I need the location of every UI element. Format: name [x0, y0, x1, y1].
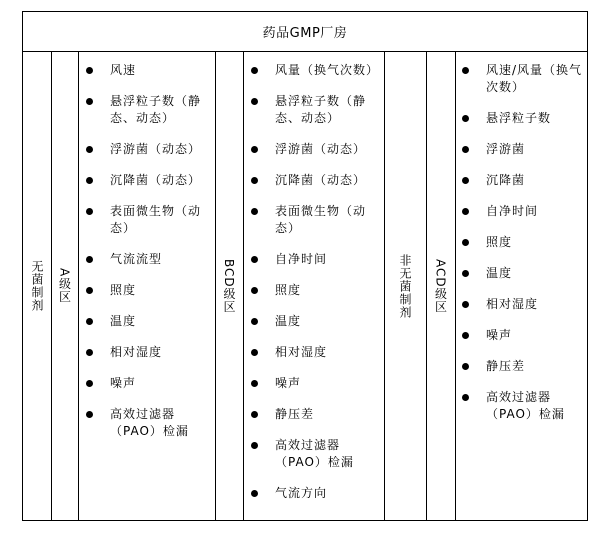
bullet-icon — [462, 146, 469, 153]
bullet-icon — [86, 349, 93, 356]
bullet-icon — [86, 411, 93, 418]
list-item — [248, 93, 381, 127]
list-item — [459, 265, 587, 282]
list-item-text: 温度 — [275, 314, 302, 328]
list-item — [248, 251, 381, 268]
zone-acd — [426, 52, 455, 520]
bullet-icon — [251, 318, 258, 325]
zone-a-item-list — [83, 62, 211, 454]
zone-bcd-item-list — [248, 62, 381, 516]
list-item-text: 温度 — [486, 266, 513, 280]
list-item-text: 浮游菌（动态） — [275, 142, 367, 156]
list-item — [83, 62, 211, 79]
zone-bcd-label: BCD级区 — [222, 258, 236, 314]
list-item-text: 悬浮粒子数 — [486, 111, 552, 125]
list-item — [83, 93, 211, 127]
list-item-text: 气流方向 — [275, 486, 328, 500]
list-item — [459, 234, 587, 251]
list-item-text: 照度 — [486, 235, 513, 249]
list-item — [248, 313, 381, 330]
bullet-icon — [462, 239, 469, 246]
list-item — [459, 110, 587, 127]
table-title: 药品GMP厂房 — [23, 12, 587, 52]
bullet-icon — [251, 442, 258, 449]
bullet-icon — [251, 287, 258, 294]
list-item — [248, 437, 381, 471]
list-item — [248, 344, 381, 361]
bullet-icon — [86, 380, 93, 387]
bullet-icon — [462, 332, 469, 339]
bullet-icon — [86, 67, 93, 74]
bullet-icon — [462, 208, 469, 215]
list-item — [83, 375, 211, 392]
list-item — [459, 389, 587, 423]
bullet-icon — [251, 490, 258, 497]
bullet-icon — [462, 363, 469, 370]
list-item — [459, 62, 587, 96]
bullet-icon — [86, 146, 93, 153]
list-item-text: 自净时间 — [275, 252, 328, 266]
category-non-sterile — [384, 52, 426, 520]
zone-a — [51, 52, 78, 520]
list-item-text: 沉降菌（动态） — [275, 173, 367, 187]
list-item-text: 静压差 — [486, 359, 526, 373]
bullet-icon — [251, 411, 258, 418]
list-item-text: 浮游菌 — [486, 142, 526, 156]
list-item — [83, 344, 211, 361]
bullet-icon — [462, 67, 469, 74]
list-item — [248, 406, 381, 423]
list-item-text: 悬浮粒子数（静态、动态） — [275, 94, 367, 125]
bullet-icon — [251, 380, 258, 387]
list-item-text: 静压差 — [275, 407, 315, 421]
list-item-text: 自净时间 — [486, 204, 539, 218]
bullet-icon — [86, 318, 93, 325]
list-item — [248, 141, 381, 158]
list-item — [248, 485, 381, 502]
category-sterile-label: 无菌制剂 — [30, 260, 44, 312]
list-item-text: 噪声 — [110, 376, 137, 390]
list-item — [248, 375, 381, 392]
list-item-text: 悬浮粒子数（静态、动态） — [110, 94, 202, 125]
bullet-icon — [462, 177, 469, 184]
list-item — [83, 282, 211, 299]
bullet-icon — [251, 177, 258, 184]
list-item-text: 照度 — [275, 283, 302, 297]
column-divider — [78, 52, 79, 520]
list-item — [83, 313, 211, 330]
list-item-text: 沉降菌 — [486, 173, 526, 187]
list-item — [459, 296, 587, 313]
list-item-text: 表面微生物（动态） — [110, 204, 202, 235]
list-item-text: 照度 — [110, 283, 137, 297]
list-item-text: 噪声 — [275, 376, 302, 390]
category-non-sterile-label: 非无菌制剂 — [398, 253, 412, 319]
list-item — [83, 141, 211, 158]
list-item — [83, 251, 211, 268]
list-item-text: 相对湿度 — [486, 297, 539, 311]
bullet-icon — [251, 67, 258, 74]
list-item — [459, 141, 587, 158]
zone-acd-item-list — [459, 62, 587, 437]
column-divider — [243, 52, 244, 520]
bullet-icon — [251, 256, 258, 263]
bullet-icon — [86, 177, 93, 184]
list-item-text: 表面微生物（动态） — [275, 204, 367, 235]
list-item-text: 高效过滤器（PAO）检漏 — [275, 438, 354, 469]
zone-acd-label: ACD级区 — [433, 258, 448, 314]
zone-bcd — [215, 52, 243, 520]
gmp-test-table — [22, 11, 588, 521]
list-item-text: 气流流型 — [110, 252, 163, 266]
list-item — [83, 203, 211, 237]
bullet-icon — [86, 98, 93, 105]
zone-a-label: A级区 — [57, 268, 72, 304]
list-item — [248, 203, 381, 237]
bullet-icon — [86, 208, 93, 215]
bullet-icon — [462, 115, 469, 122]
list-item — [83, 172, 211, 189]
list-item — [248, 282, 381, 299]
list-item — [459, 203, 587, 220]
list-item-text: 风速 — [110, 63, 137, 77]
list-item — [459, 172, 587, 189]
list-item — [459, 358, 587, 375]
list-item-text: 高效过滤器（PAO）检漏 — [110, 407, 189, 438]
list-item-text: 风速/风量（换气次数） — [486, 63, 583, 94]
list-item-text: 相对湿度 — [110, 345, 163, 359]
list-item-text: 温度 — [110, 314, 137, 328]
list-item-text: 噪声 — [486, 328, 513, 342]
bullet-icon — [462, 270, 469, 277]
list-item — [248, 172, 381, 189]
bullet-icon — [462, 301, 469, 308]
list-item-text: 风量（换气次数） — [275, 63, 380, 77]
bullet-icon — [251, 146, 258, 153]
bullet-icon — [251, 208, 258, 215]
list-item-text: 相对湿度 — [275, 345, 328, 359]
list-item-text: 沉降菌（动态） — [110, 173, 202, 187]
bullet-icon — [86, 256, 93, 263]
bullet-icon — [86, 287, 93, 294]
list-item — [459, 327, 587, 344]
bullet-icon — [251, 98, 258, 105]
list-item-text: 浮游菌（动态） — [110, 142, 202, 156]
list-item — [83, 406, 211, 440]
bullet-icon — [462, 394, 469, 401]
bullet-icon — [251, 349, 258, 356]
list-item-text: 高效过滤器（PAO）检漏 — [486, 390, 565, 421]
category-sterile — [23, 52, 51, 520]
list-item — [248, 62, 381, 79]
column-divider — [455, 52, 456, 520]
